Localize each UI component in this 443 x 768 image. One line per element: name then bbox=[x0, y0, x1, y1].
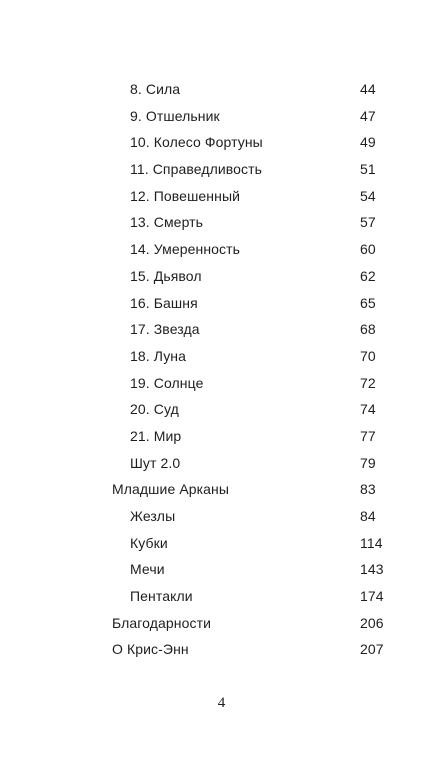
toc-entry-title: 13. Смерть bbox=[130, 214, 204, 231]
toc-entry-page: 70 bbox=[360, 347, 376, 364]
toc-entry-title: 18. Луна bbox=[130, 347, 187, 364]
toc-entry-page: 143 bbox=[360, 561, 384, 578]
toc-entry-title: Кубки bbox=[130, 534, 168, 551]
toc-entry[interactable] bbox=[0, 636, 443, 663]
toc-entry[interactable] bbox=[0, 583, 443, 610]
toc-entry[interactable] bbox=[0, 396, 443, 423]
toc-entry-title: 21. Мир bbox=[130, 427, 182, 444]
toc-entry[interactable] bbox=[0, 423, 443, 450]
toc-entry[interactable] bbox=[0, 370, 443, 397]
toc-entry-page: 74 bbox=[360, 401, 376, 418]
table-of-contents bbox=[0, 76, 443, 663]
toc-entry-page: 174 bbox=[360, 588, 384, 605]
toc-entry-title: Шут 2.0 bbox=[130, 454, 181, 471]
toc-entry-page: 60 bbox=[360, 241, 376, 258]
toc-entry-title: 12. Повешенный bbox=[130, 187, 241, 204]
toc-entry-title: Жезлы bbox=[130, 508, 176, 524]
toc-entry-page: 77 bbox=[360, 427, 376, 444]
toc-entry-page: 83 bbox=[360, 481, 376, 498]
toc-entry-title: Благодарности bbox=[112, 614, 212, 631]
toc-entry-title: Младшие Арканы bbox=[112, 481, 230, 498]
toc-entry-title: 15. Дьявол bbox=[130, 267, 202, 284]
toc-entry-page: 49 bbox=[360, 134, 376, 151]
toc-entry-page: 65 bbox=[360, 294, 376, 311]
toc-entry[interactable] bbox=[0, 263, 443, 290]
toc-entry[interactable] bbox=[0, 76, 443, 103]
toc-entry-title: Пентакли bbox=[130, 588, 193, 605]
toc-entry-title: 10. Колесо Фортуны bbox=[130, 134, 263, 151]
toc-entry[interactable] bbox=[0, 610, 443, 637]
toc-entry-title: Мечи bbox=[130, 561, 165, 578]
toc-entry[interactable] bbox=[0, 236, 443, 263]
toc-entry[interactable] bbox=[0, 503, 443, 530]
toc-entry-title: 16. Башня bbox=[130, 294, 198, 311]
toc-entry[interactable] bbox=[0, 103, 443, 130]
page-number: 4 bbox=[217, 695, 226, 711]
toc-entry[interactable] bbox=[0, 183, 443, 210]
toc-entry[interactable] bbox=[0, 290, 443, 317]
toc-entry[interactable] bbox=[0, 476, 443, 503]
toc-entry-page: 206 bbox=[360, 614, 384, 631]
toc-entry-title: 9. Отшельник bbox=[130, 107, 220, 124]
toc-entry-page: 72 bbox=[360, 374, 376, 391]
toc-entry-title: О Крис-Энн bbox=[112, 641, 189, 658]
toc-entry-title: 11. Справедливость bbox=[130, 161, 263, 178]
toc-entry[interactable] bbox=[0, 129, 443, 156]
toc-entry[interactable] bbox=[0, 556, 443, 583]
toc-entry[interactable] bbox=[0, 450, 443, 477]
toc-entry-page: 114 bbox=[360, 534, 383, 551]
toc-entry-page: 54 bbox=[360, 187, 376, 204]
toc-entry-page: 68 bbox=[360, 321, 376, 338]
toc-entry-title: 17. Звезда bbox=[130, 321, 200, 338]
toc-entry-page: 79 bbox=[360, 454, 376, 471]
toc-entry-page: 207 bbox=[360, 641, 384, 658]
toc-entry-page: 84 bbox=[360, 508, 376, 524]
toc-entry-title: 14. Умеренность bbox=[130, 241, 241, 258]
toc-entry-page: 47 bbox=[360, 107, 376, 124]
toc-entry[interactable] bbox=[0, 209, 443, 236]
toc-entry-title: 8. Сила bbox=[130, 81, 181, 97]
toc-entry-page: 62 bbox=[360, 267, 376, 284]
toc-entry-page: 57 bbox=[360, 214, 376, 231]
toc-entry-title: 19. Солнце bbox=[130, 374, 204, 391]
toc-entry-page: 51 bbox=[360, 161, 376, 178]
toc-entry[interactable] bbox=[0, 316, 443, 343]
toc-entry[interactable] bbox=[0, 156, 443, 183]
toc-entry[interactable] bbox=[0, 530, 443, 557]
toc-entry-title: 20. Суд bbox=[130, 401, 179, 418]
toc-entry-page: 44 bbox=[360, 81, 376, 97]
toc-entry[interactable] bbox=[0, 343, 443, 370]
